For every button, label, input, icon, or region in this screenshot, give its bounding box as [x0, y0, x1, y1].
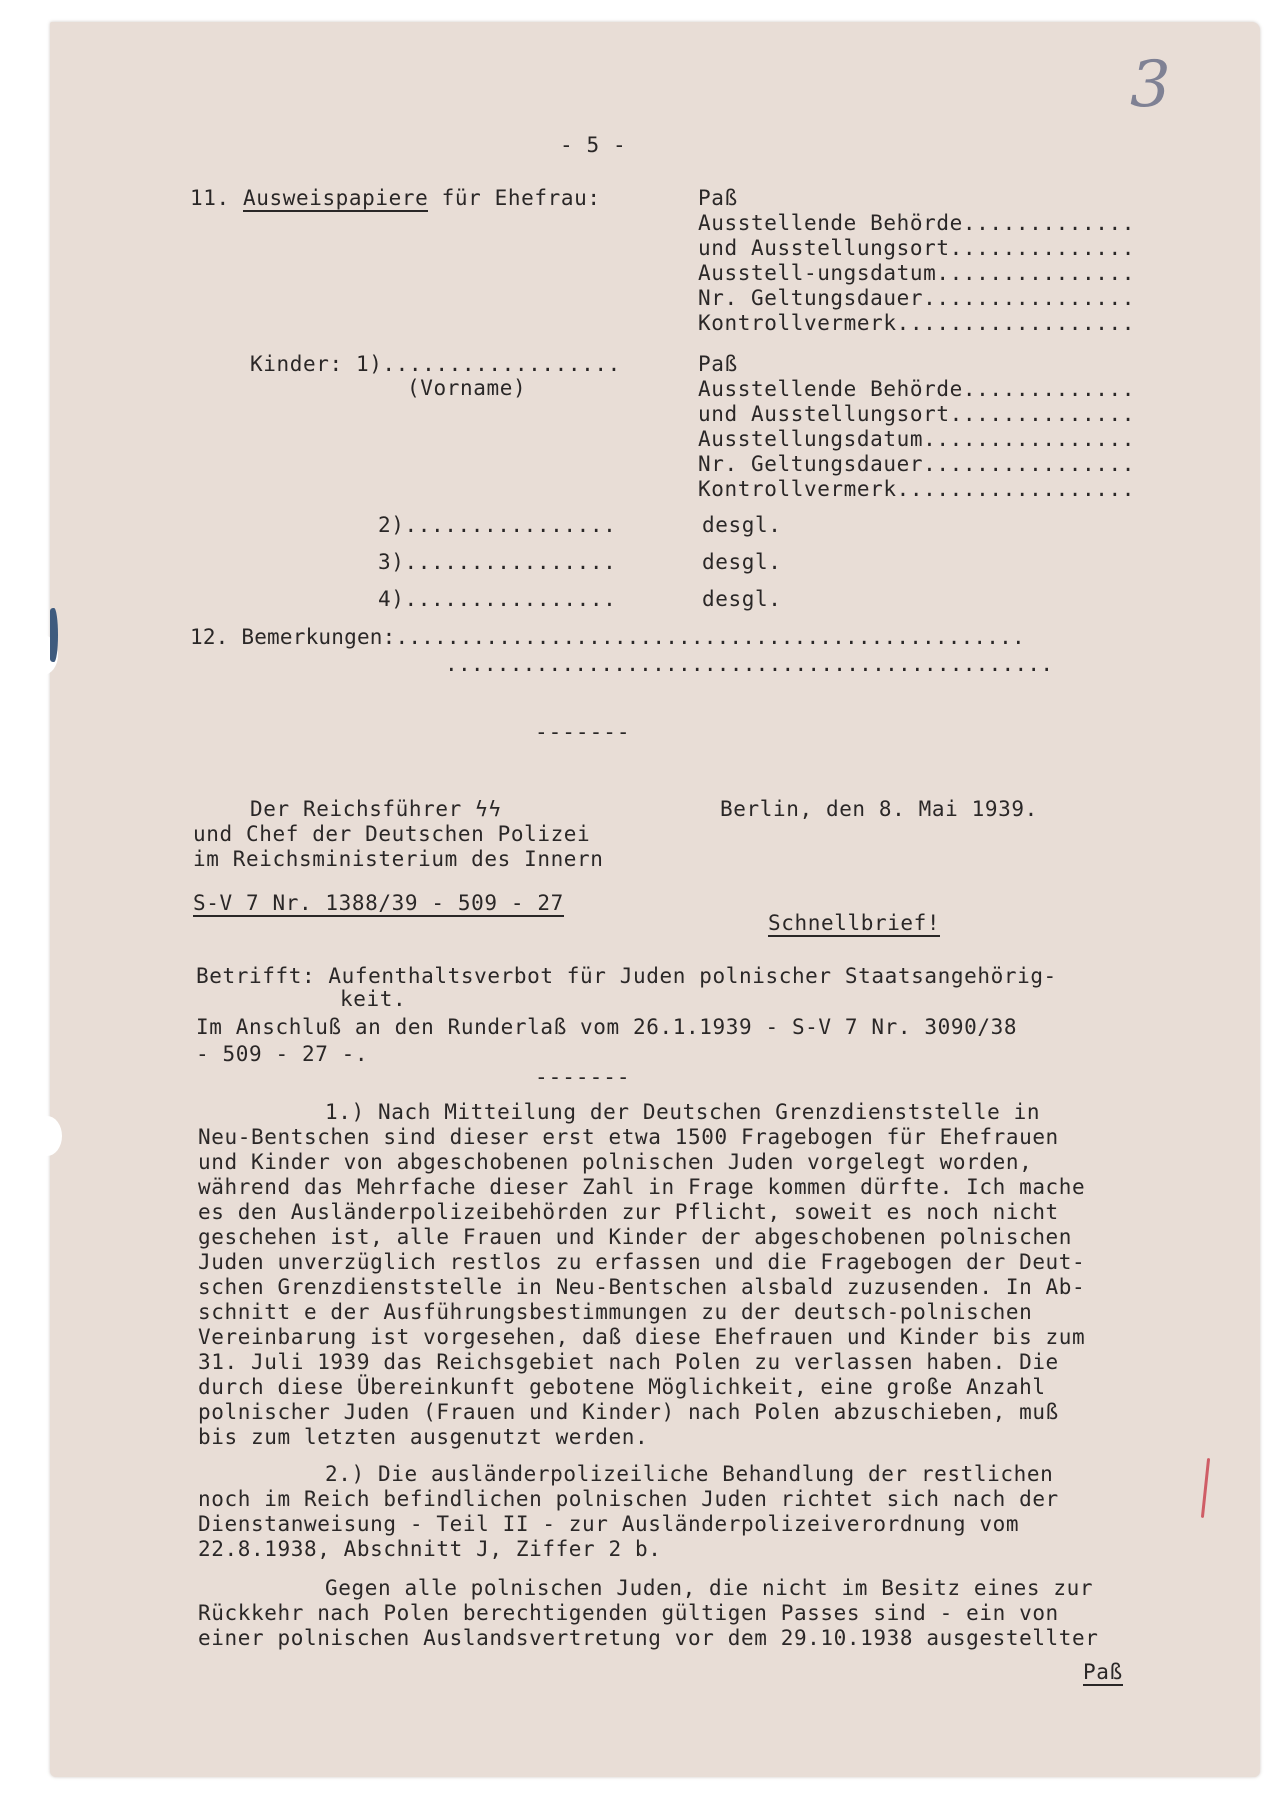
- child-field-date: Ausstellungsdatum................: [698, 427, 1136, 451]
- para3-line: Gegen alle polnischen Juden, die nicht im Besitz eines zur: [325, 1576, 1094, 1600]
- para3-line: einer polnischen Auslandsvertretung vor dem 29.10.1938 ausgestellter: [198, 1626, 1099, 1650]
- para2-line: 2.) Die ausländerpolizeiliche Behandlung der restlichen: [325, 1462, 1054, 1486]
- wife-field-control: Kontrollvermerk..................: [698, 311, 1136, 335]
- child-field-authority: Ausstellende Behörde.............: [698, 377, 1136, 401]
- remarks-line-1: 12. Bemerkungen:.................................................: [190, 625, 1025, 649]
- red-pencil-mark: [1201, 1458, 1210, 1518]
- para1-line: schnitt e der Ausführungsbestimmungen zu der deutsch-polnischen: [198, 1300, 1033, 1324]
- letter-type-text: Schnellbrief!: [768, 911, 941, 935]
- file-reference-text: S-V 7 Nr. 1388/39 - 509 - 27: [193, 891, 564, 915]
- wife-field-date: Ausstell-ungsdatum...............: [698, 261, 1136, 285]
- wife-field-place: und Ausstellungsort..............: [698, 236, 1136, 260]
- punch-hole: [32, 1116, 62, 1156]
- child-row-2-value: desgl.: [702, 513, 782, 537]
- wife-field-authority: Ausstellende Behörde.............: [698, 211, 1136, 235]
- para1-line: Neu-Bentschen sind dieser erst etwa 1500 Fragebogen für Ehefrauen: [198, 1125, 1059, 1149]
- wife-field-pass: Paß: [698, 186, 738, 210]
- page-number: - 5 -: [560, 133, 627, 157]
- separator-line-2: -------: [535, 1065, 631, 1089]
- letter-type: [768, 911, 940, 936]
- para1-line: es den Ausländerpolizeibehörden zur Pflicht, soweit es noch nicht: [198, 1200, 1059, 1224]
- child-row-4-value: desgl.: [702, 587, 782, 611]
- para1-line: 1.) Nach Mitteilung der Deutschen Grenzdienststelle in: [325, 1100, 1041, 1124]
- ink-stain: [50, 608, 58, 662]
- para1-line: schen Grenzdienststelle in Neu-Bentschen alsbald zuzusenden. In Ab-: [198, 1275, 1086, 1299]
- subject-line-3: Im Anschluß an den Runderlaß vom 26.1.1939 - S-V 7 Nr. 3090/38: [196, 1015, 1018, 1039]
- separator-line: -------: [535, 720, 631, 744]
- catchword: [1083, 1660, 1123, 1685]
- child-row-3-value: desgl.: [702, 550, 782, 574]
- sender-line-2: und Chef der Deutschen Polizei: [193, 822, 591, 846]
- para3-line: Rückkehr nach Polen berechtigenden gültigen Passes sind - ein von: [198, 1601, 1059, 1625]
- para1-line: Vereinbarung ist vorgesehen, daß diese Ehefrauen und Kinder bis zum: [198, 1325, 1086, 1349]
- para1-line: Juden unverzüglich restlos zu erfassen und die Fragebogen der Deut-: [198, 1250, 1086, 1274]
- para2-line: noch im Reich befindlichen polnischen Juden richtet sich nach der: [198, 1487, 1059, 1511]
- child-row-4-number: 4)................: [378, 587, 617, 611]
- wife-field-validity: Nr. Geltungsdauer................: [698, 286, 1136, 310]
- child-row-3-number: 3)................: [378, 550, 617, 574]
- section-11-label-rest: für Ehefrau:: [441, 186, 601, 210]
- children-label: Kinder: 1)..................: [250, 352, 621, 376]
- remarks-line-2: ...............................................: [445, 652, 1054, 676]
- para1-line: und Kinder von abgeschobenen polnischen Juden vorgelegt worden,: [198, 1150, 1033, 1174]
- para2-line: 22.8.1938, Abschnitt J, Ziffer 2 b.: [198, 1537, 662, 1561]
- para1-line: durch diese Übereinkunft gebotene Möglichkeit, eine große Anzahl: [198, 1375, 1046, 1399]
- catchword-text: Paß: [1083, 1660, 1123, 1684]
- file-reference: [193, 891, 564, 916]
- para2-line: Dienstanweisung - Teil II - zur Ausländerpolizeiverordnung vom: [198, 1512, 1020, 1536]
- subject-line-1: Betrifft: Aufenthaltsverbot für Juden polnischer Staatsangehörig-: [196, 964, 1057, 988]
- sender-line-3: im Reichsministerium des Innern: [193, 847, 604, 871]
- sender-line-1: Der Reichsführer ϟϟ: [250, 797, 502, 821]
- para1-line: geschehen ist, alle Frauen und Kinder der abgeschobenen polnischen: [198, 1225, 1073, 1249]
- subject-line-2: keit.: [340, 987, 407, 1011]
- para1-line: während das Mehrfache dieser Zahl in Frage kommen dürfte. Ich mache: [198, 1175, 1086, 1199]
- para1-line: 31. Juli 1939 das Reichsgebiet nach Polen zu verlassen haben. Die: [198, 1350, 1059, 1374]
- section-11-number: 11.: [190, 186, 230, 210]
- handwritten-page-mark: 3: [1130, 48, 1171, 122]
- child-field-validity: Nr. Geltungsdauer................: [698, 452, 1136, 476]
- child-field-pass: Paß: [698, 352, 738, 376]
- child-field-control: Kontrollvermerk..................: [698, 477, 1136, 501]
- subject-line-4: - 509 - 27 -.: [196, 1042, 369, 1066]
- children-vorname-label: (Vorname): [407, 376, 527, 400]
- para1-line: polnischer Juden (Frauen und Kinder) nach Polen abzuschieben, muß: [198, 1400, 1059, 1424]
- ausweispapiere-heading: Ausweispapiere: [242, 186, 429, 210]
- section-11-label: [190, 186, 601, 211]
- place-and-date: Berlin, den 8. Mai 1939.: [720, 797, 1038, 821]
- child-row-2-number: 2)................: [378, 513, 617, 537]
- child-field-place: und Ausstellungsort..............: [698, 402, 1136, 426]
- para1-line: bis zum letzten ausgenutzt werden.: [198, 1425, 649, 1449]
